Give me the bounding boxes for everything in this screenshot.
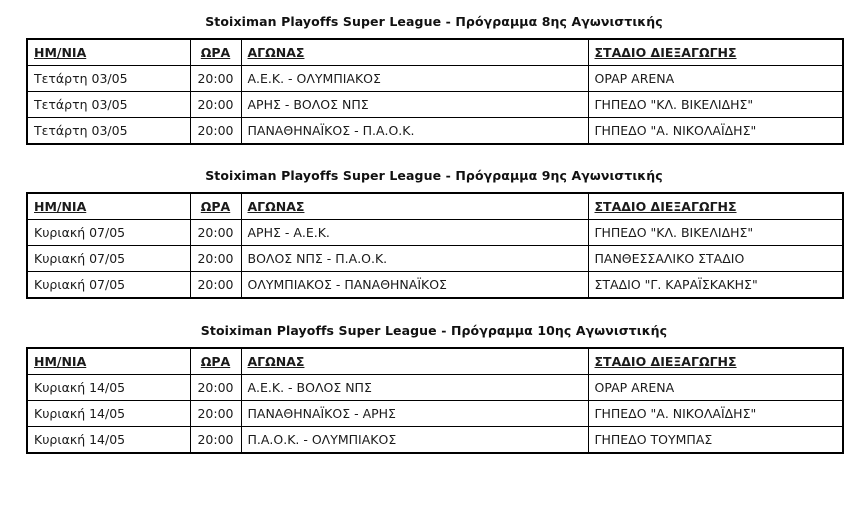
cell-time: 20:00 — [190, 246, 241, 272]
cell-match: ΒΟΛΟΣ ΝΠΣ - Π.Α.Ο.Κ. — [241, 246, 588, 272]
fixtures-table-matchday-10 — [26, 347, 844, 454]
cell-date: Κυριακή 07/05 — [27, 272, 190, 299]
table-row — [27, 118, 843, 145]
cell-time: 20:00 — [190, 427, 241, 454]
cell-venue: OPAP ARENA — [588, 375, 843, 401]
cell-venue: ΠΑΝΘΕΣΣΑΛΙΚΟ ΣΤΑΔΙΟ — [588, 246, 843, 272]
table-row — [27, 246, 843, 272]
cell-match: Α.Ε.Κ. - ΒΟΛΟΣ ΝΠΣ — [241, 375, 588, 401]
cell-time: 20:00 — [190, 220, 241, 246]
cell-date: Κυριακή 07/05 — [27, 220, 190, 246]
cell-date: Τετάρτη 03/05 — [27, 66, 190, 92]
table-row — [27, 92, 843, 118]
section-title-matchday-8: Stoiximan Playoffs Super League - Πρόγραμμα 8ης Αγωνιστικής — [205, 14, 663, 29]
fixtures-section-matchday-8 — [26, 0, 842, 145]
column-header-date: ΗΜ/ΝΙΑ — [27, 39, 190, 66]
column-header-time: ΩΡΑ — [190, 193, 241, 220]
cell-time: 20:00 — [190, 272, 241, 299]
cell-venue: ΓΗΠΕΔΟ ΤΟΥΜΠΑΣ — [588, 427, 843, 454]
cell-date: Τετάρτη 03/05 — [27, 118, 190, 145]
table-row — [27, 375, 843, 401]
cell-venue: ΓΗΠΕΔΟ "ΚΛ. ΒΙΚΕΛΙΔΗΣ" — [588, 220, 843, 246]
cell-date: Κυριακή 07/05 — [27, 246, 190, 272]
column-header-match: ΑΓΩΝΑΣ — [241, 348, 588, 375]
cell-match: Α.Ε.Κ. - ΟΛΥΜΠΙΑΚΟΣ — [241, 66, 588, 92]
cell-time: 20:00 — [190, 66, 241, 92]
cell-venue: ΓΗΠΕΔΟ "ΚΛ. ΒΙΚΕΛΙΔΗΣ" — [588, 92, 843, 118]
table-row — [27, 401, 843, 427]
cell-match: ΠΑΝΑΘΗΝΑΪΚΟΣ - Π.Α.Ο.Κ. — [241, 118, 588, 145]
column-header-match: ΑΓΩΝΑΣ — [241, 193, 588, 220]
cell-match: Π.Α.Ο.Κ. - ΟΛΥΜΠΙΑΚΟΣ — [241, 427, 588, 454]
cell-venue: OPAP ARENA — [588, 66, 843, 92]
column-header-venue: ΣΤΑΔΙΟ ΔΙΕΞΑΓΩΓΗΣ — [588, 39, 843, 66]
cell-time: 20:00 — [190, 92, 241, 118]
fixtures-section-matchday-10 — [26, 299, 842, 454]
cell-match: ΟΛΥΜΠΙΑΚΟΣ - ΠΑΝΑΘΗΝΑΪΚΟΣ — [241, 272, 588, 299]
table-row — [27, 272, 843, 299]
column-header-date: ΗΜ/ΝΙΑ — [27, 193, 190, 220]
section-title-matchday-9: Stoiximan Playoffs Super League - Πρόγραμμα 9ης Αγωνιστικής — [205, 168, 663, 183]
column-header-time: ΩΡΑ — [190, 39, 241, 66]
section-title-matchday-10: Stoiximan Playoffs Super League - Πρόγραμμα 10ης Αγωνιστικής — [200, 323, 668, 338]
column-header-match: ΑΓΩΝΑΣ — [241, 39, 588, 66]
column-header-date: ΗΜ/ΝΙΑ — [27, 348, 190, 375]
table-header-row — [27, 193, 843, 220]
cell-match: ΠΑΝΑΘΗΝΑΪΚΟΣ - ΑΡΗΣ — [241, 401, 588, 427]
cell-date: Κυριακή 14/05 — [27, 375, 190, 401]
cell-date: Κυριακή 14/05 — [27, 427, 190, 454]
cell-time: 20:00 — [190, 118, 241, 145]
cell-venue: ΓΗΠΕΔΟ "Α. ΝΙΚΟΛΑΪΔΗΣ" — [588, 118, 843, 145]
column-header-venue: ΣΤΑΔΙΟ ΔΙΕΞΑΓΩΓΗΣ — [588, 348, 843, 375]
fixtures-section-matchday-9 — [26, 145, 842, 299]
cell-time: 20:00 — [190, 375, 241, 401]
table-header-row — [27, 348, 843, 375]
table-row — [27, 66, 843, 92]
cell-match: ΑΡΗΣ - Α.Ε.Κ. — [241, 220, 588, 246]
column-header-time: ΩΡΑ — [190, 348, 241, 375]
fixtures-table-matchday-8 — [26, 38, 844, 145]
table-row — [27, 220, 843, 246]
cell-venue: ΓΗΠΕΔΟ "Α. ΝΙΚΟΛΑΪΔΗΣ" — [588, 401, 843, 427]
cell-venue: ΣΤΑΔΙΟ "Γ. ΚΑΡΑΪΣΚΑΚΗΣ" — [588, 272, 843, 299]
cell-date: Τετάρτη 03/05 — [27, 92, 190, 118]
cell-match: ΑΡΗΣ - ΒΟΛΟΣ ΝΠΣ — [241, 92, 588, 118]
fixtures-table-matchday-9 — [26, 192, 844, 299]
cell-time: 20:00 — [190, 401, 241, 427]
cell-date: Κυριακή 14/05 — [27, 401, 190, 427]
table-header-row — [27, 39, 843, 66]
column-header-venue: ΣΤΑΔΙΟ ΔΙΕΞΑΓΩΓΗΣ — [588, 193, 843, 220]
table-row — [27, 427, 843, 454]
